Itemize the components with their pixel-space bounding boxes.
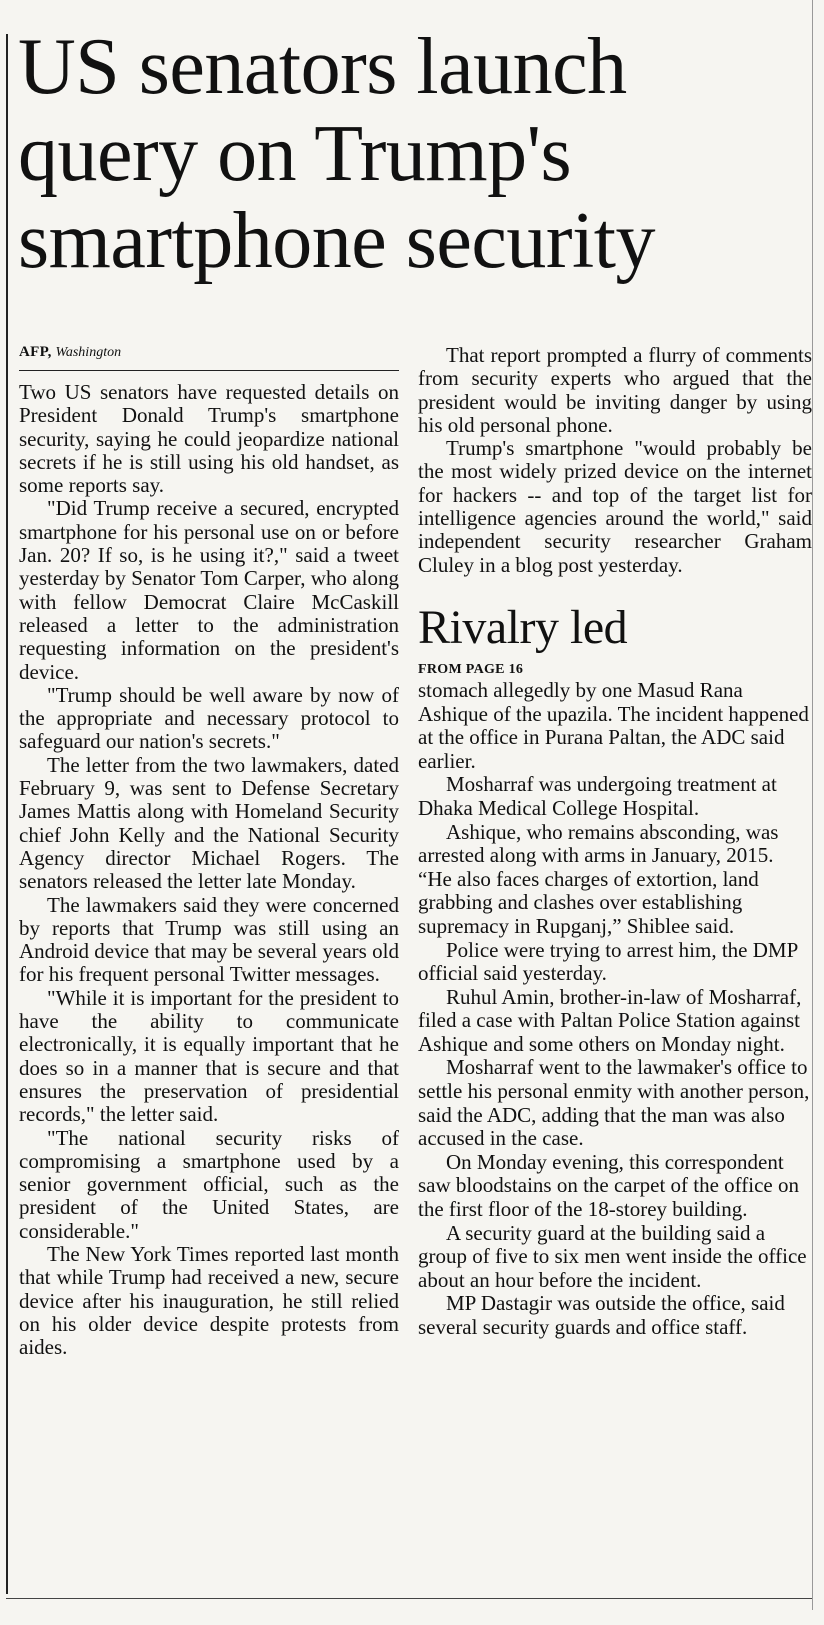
story-paragraph: A security guard at the building said a group of five to six men went inside the office about an hour before the incident. xyxy=(418,1220,807,1292)
headline xyxy=(18,24,808,285)
story-paragraph: Police were trying to arrest him, the DMP official said yesterday. xyxy=(418,937,798,986)
byline xyxy=(19,342,399,366)
headline-line-1: US senators launch xyxy=(18,23,627,111)
story-paragraph: Trump's smartphone "would probably be the most widely prized device on the internet for hackers -- and top of the target list for intelligence agencies around the world," said independent security researcher Graham Cluley in a blog post yesterday. xyxy=(418,436,812,577)
second-story-headline: Rivalry led xyxy=(418,600,628,654)
story-paragraph: "Trump should be well aware by now of the appropriate and necessary protocol to safeguard our nation's secrets." xyxy=(19,682,399,754)
story-paragraph: Mosharraf went to the lawmaker's office to settle his personal enmity with another person, said the ADC, adding that the man was also accused in the case. xyxy=(418,1055,810,1151)
story-paragraph: Two US senators have requested details on President Donald Trump's smartphone security, saying he could jeopardize national secrets if he is still using his old handset, as some reports say. xyxy=(19,380,399,498)
story-paragraph: Ashique, who remains absconding, was arrested along with arms in January, 2015. “He also faces charges of extortion, land grabbing and clashes over establishing supremacy in Rupganj,” Shiblee said. xyxy=(418,819,779,938)
jump-line: FROM PAGE 16 xyxy=(418,661,524,677)
story-paragraph: stomach allegedly by one Masud Rana Ashique of the upazila. The incident happened at the office in Purana Paltan, the ADC said earlier. xyxy=(418,677,809,773)
story-paragraph: That report prompted a flurry of comments from security experts who argued that the president would be inviting danger by using his old personal phone. xyxy=(418,344,812,437)
story-paragraph: The New York Times reported last month that while Trump had received a new, secure device after his inauguration, he still relied on his older device despite protests from aides. xyxy=(19,1241,399,1360)
story-paragraph: On Monday evening, this correspondent saw bloodstains on the carpet of the office on the first floor of the 18-storey building. xyxy=(418,1149,800,1222)
story-paragraph: Ruhul Amin, brother-in-law of Mosharraf, filed a case with Paltan Police Station against Ashique and some others on Monday night. xyxy=(418,984,802,1056)
story-paragraph: The lawmakers said they were concerned by reports that Trump was still using an Android device that may be several years old for his frequent personal Twitter messages. xyxy=(19,892,399,987)
story-paragraph: Mosharraf was undergoing treatment at Dhaka Medical College Hospital. xyxy=(418,772,777,820)
story-paragraph: "The national security risks of compromising a smartphone used by a senior government official, such as the president of the United States, are considerable." xyxy=(19,1125,399,1243)
story-paragraph: The letter from the two lawmakers, dated February 9, was sent to Defense Secretary James Mattis along with Homeland Security chief John Kelly and the National Security Agency director Michael Rogers. The senators released the letter late Monday. xyxy=(19,752,399,894)
headline-line-3: smartphone security xyxy=(18,197,655,285)
story-continued xyxy=(418,344,812,577)
byline-rule xyxy=(19,370,399,371)
right-edge-rule xyxy=(812,0,813,1610)
second-story-body xyxy=(418,679,812,1340)
byline-place: Washington xyxy=(55,345,122,360)
left-column xyxy=(19,344,399,1359)
right-column xyxy=(418,344,812,1604)
story-paragraph: "While it is important for the president to have the ability to communicate electronically, it is equally important that he does so in a manner that is secure and that ensures the preservation of presidential records," the letter said. xyxy=(19,985,399,1127)
story-paragraph: MP Dastagir was outside the office, said several security guards and office staff. xyxy=(418,1291,785,1339)
byline-agency: AFP, xyxy=(19,344,52,360)
headline-line-2: query on Trump's xyxy=(18,110,572,198)
left-column-rule xyxy=(6,34,8,1594)
story-paragraph: "Did Trump receive a secured, encrypted smartphone for his personal use on or before Jan. 20? If so, is he using it?," said a tweet yesterday by Senator Tom Carper, who along with fellow Democrat Claire McCaskill released a letter to the administration requesting information on the president's device. xyxy=(19,496,399,684)
story-body xyxy=(19,381,399,1359)
